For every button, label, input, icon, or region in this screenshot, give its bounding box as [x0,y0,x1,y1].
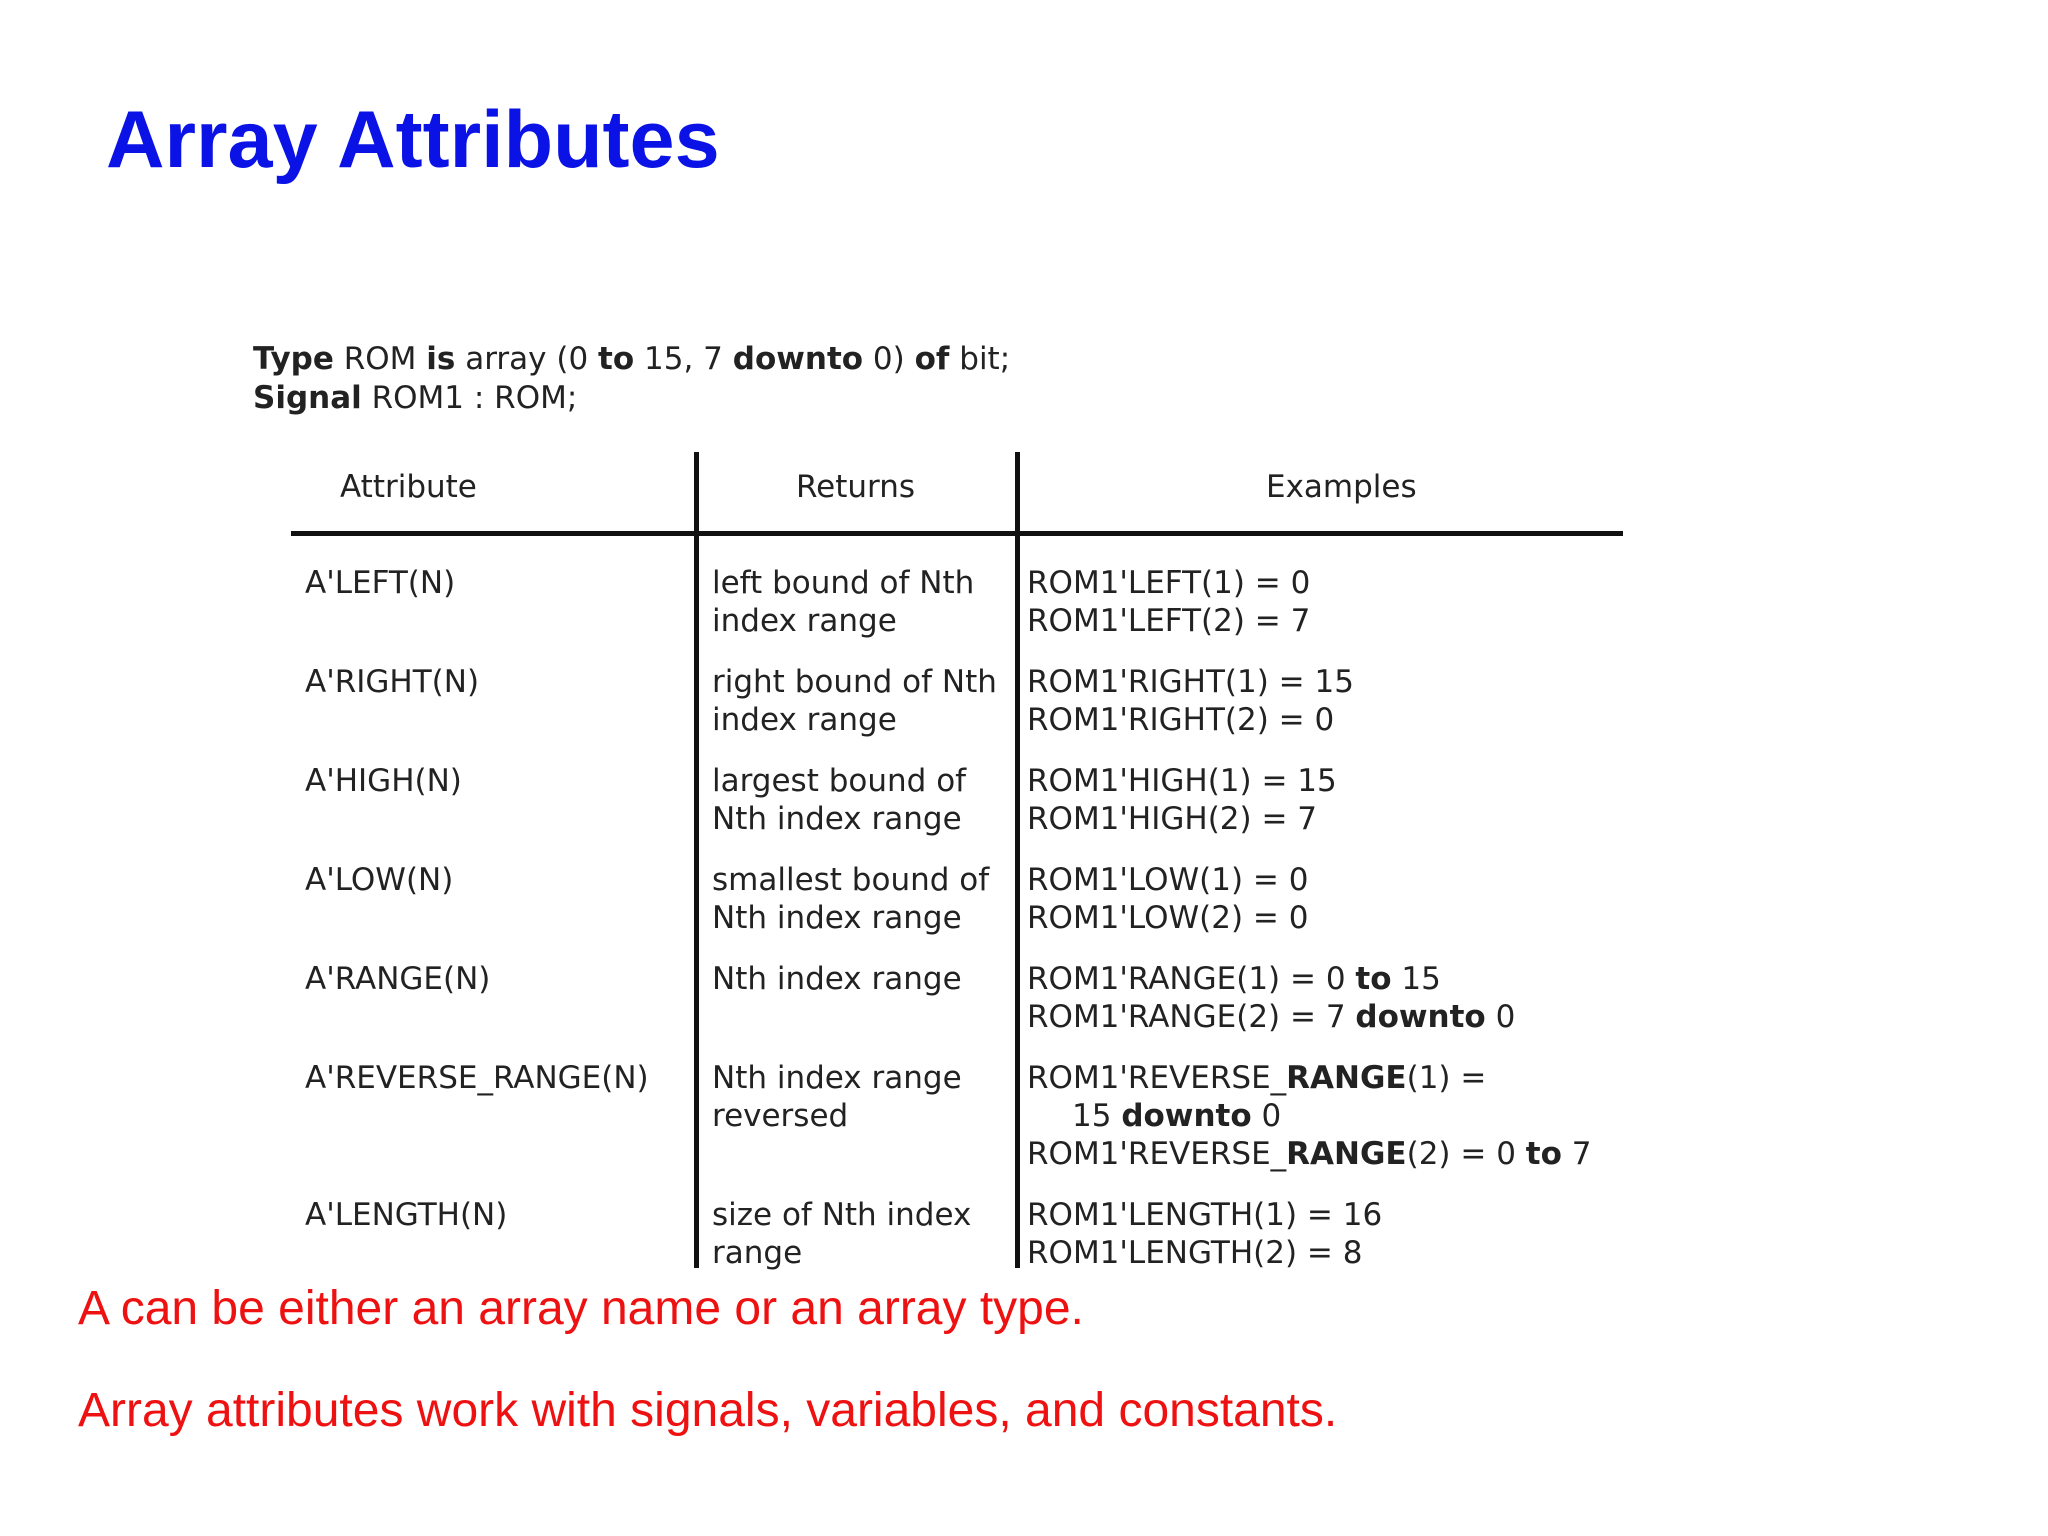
plain-text: ROM1'HIGH(1) = 15 [1027,763,1337,799]
keyword-text: RANGE [1286,1136,1407,1172]
plain-text: 15, 7 [634,341,733,377]
plain-text: ROM1'REVERSE_ [1027,1060,1287,1096]
plain-text: ROM1'REVERSE_ [1027,1136,1287,1172]
returns-line: Nth index range [712,1060,962,1096]
example-line [1027,1135,1591,1173]
declaration-line [253,340,1010,379]
keyword-text: downto [732,341,864,377]
plain-text: ROM1'LEFT(1) = 0 [1027,565,1311,601]
plain-text: ROM1'LENGTH(2) = 8 [1027,1235,1363,1271]
example-line [1027,602,1310,640]
example-line [1027,1097,1591,1135]
plain-text: ROM1'LOW(1) = 0 [1027,862,1309,898]
returns-line: Nth index range [712,900,962,936]
plain-text: ROM1'LEFT(2) = 7 [1027,603,1311,639]
plain-text: 0) [863,341,915,377]
column-divider [694,452,699,1268]
returns-line: left bound of Nth [712,565,975,601]
returns-line: Nth index range [712,961,962,997]
example-line [1027,861,1308,899]
returns-cell [712,663,997,739]
returns-line: largest bound of [712,763,967,799]
keyword-text: Type [253,341,334,377]
plain-text: 0 [1251,1098,1282,1134]
keyword-text: RANGE [1286,1060,1407,1096]
returns-line: right bound of Nth [712,664,997,700]
returns-line: range [712,1235,803,1271]
header-examples: Examples [1266,469,1417,505]
returns-line: index range [712,702,897,738]
plain-text: bit; [949,341,1011,377]
example-line [1027,998,1515,1036]
plain-text: (2) = 0 [1406,1136,1526,1172]
example-line [1027,800,1337,838]
plain-text: 15 [1391,961,1441,997]
examples-cell [1027,1059,1591,1173]
plain-text: ROM1'HIGH(2) = 7 [1027,801,1318,837]
keyword-text: Signal [253,380,362,416]
example-line [1027,1234,1382,1272]
returns-cell [712,960,962,998]
plain-text: ROM1'RIGHT(1) = 15 [1027,664,1354,700]
keyword-text: to [1525,1136,1562,1172]
plain-text: ROM1'RANGE(1) = 0 [1027,961,1356,997]
header-returns: Returns [796,469,916,505]
slide-title: Array Attributes [106,95,720,185]
header-rule [291,531,1623,536]
attribute-cell: A'HIGH(N) [305,763,462,799]
plain-text: (1) = [1406,1060,1487,1096]
returns-cell [712,1059,962,1135]
returns-cell [712,564,974,640]
examples-cell [1027,1196,1382,1272]
note-array-name: A can be either an array name or an array type. [78,1282,1084,1335]
plain-text: ROM1'RANGE(2) = 7 [1027,999,1356,1035]
keyword-text: downto [1121,1098,1252,1134]
plain-text: ROM1'LOW(2) = 0 [1027,900,1309,936]
column-divider [1015,452,1020,1268]
example-line [1027,899,1308,937]
examples-cell [1027,564,1310,640]
example-line [1027,1196,1382,1234]
returns-line: size of Nth index [712,1197,972,1233]
examples-cell [1027,663,1354,739]
attribute-cell: A'LENGTH(N) [305,1197,508,1233]
plain-text: array (0 [455,341,599,377]
returns-line: Nth index range [712,801,962,837]
returns-line: index range [712,603,897,639]
attributes-table [291,452,1623,1271]
example-line [1027,960,1515,998]
keyword-text: downto [1355,999,1486,1035]
returns-cell [712,861,989,937]
attribute-cell: A'LEFT(N) [305,565,456,601]
declaration-line [253,379,1010,418]
returns-cell [712,762,966,838]
example-line [1027,564,1310,602]
plain-text: ROM [333,341,427,377]
keyword-text: of [914,341,950,377]
examples-cell [1027,861,1308,937]
examples-cell [1027,960,1515,1036]
note-attributes-usage: Array attributes work with signals, variables, and constants. [78,1384,1338,1437]
example-line [1027,663,1354,701]
plain-text: 0 [1485,999,1516,1035]
plain-text: 7 [1561,1136,1592,1172]
type-declaration [253,340,1010,418]
attribute-cell: A'RIGHT(N) [305,664,480,700]
returns-cell [712,1196,971,1272]
plain-text: ROM1'RIGHT(2) = 0 [1027,702,1335,738]
example-line [1027,762,1337,800]
attribute-cell: A'LOW(N) [305,862,454,898]
plain-text: ROM1 : ROM; [361,380,578,416]
examples-cell [1027,762,1337,838]
plain-text: 15 [1072,1098,1122,1134]
plain-text: ROM1'LENGTH(1) = 16 [1027,1197,1383,1233]
keyword-text: is [426,341,456,377]
returns-line: smallest bound of [712,862,990,898]
attribute-cell: A'RANGE(N) [305,961,491,997]
header-attribute: Attribute [340,469,477,505]
keyword-text: to [1355,961,1392,997]
attribute-cell: A'REVERSE_RANGE(N) [305,1060,649,1096]
example-line [1027,701,1354,739]
keyword-text: to [598,341,635,377]
example-line [1027,1059,1591,1097]
returns-line: reversed [712,1098,849,1134]
